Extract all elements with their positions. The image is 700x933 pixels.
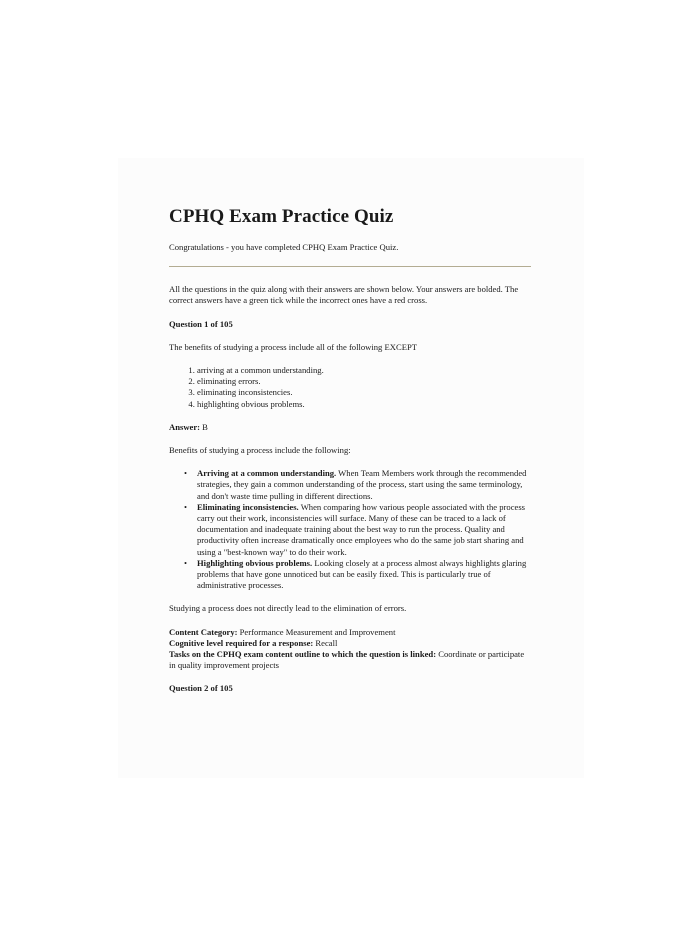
question-metadata	[169, 627, 531, 672]
answer-options-list	[169, 365, 531, 410]
benefit-text: Looking closely at a process almost always highlights glaring problems that have gone unnoticed but can be easily fixed. This is particularly true of administrative processes.	[197, 557, 527, 591]
content-category-value: Performance Measurement and Improvement	[237, 626, 396, 637]
benefit-text: When comparing how various people associated with the process carry out their work, inconsistencies will surface. Many of these can be traced to a lack of documentation and inadequate training about the best way to run the process. Quality and productivity often increase dramatically once employees who do the same job start sharing and using a "best-known way" to do their work.	[197, 501, 526, 557]
benefit-text: When Team Members work through the recommended strategies, they gain a common understanding of the process, start using the same terminology, and don't waste time pulling in different directions.	[197, 468, 527, 501]
question-1-heading: Question 1 of 105	[169, 318, 233, 329]
cognitive-level	[169, 638, 531, 649]
tasks-link	[169, 649, 531, 671]
answer-line	[169, 422, 531, 433]
answer-value: B	[200, 421, 208, 432]
answer-label: Answer:	[169, 421, 201, 432]
tasks-label: Tasks on the CPHQ exam content outline to which the question is linked:	[169, 649, 437, 660]
option-3: 3. eliminating inconsistencies.	[197, 387, 531, 398]
explanation-intro: Benefits of studying a process include the following:	[169, 445, 351, 456]
intro-text: All the questions in the quiz along with their answers are shown below. Your answers are bolded. The correct answers have a green tick while the incorrect ones have a red cross.	[169, 284, 519, 306]
content-category-label: Content Category:	[169, 626, 238, 637]
tasks-value: Coordinate or participate in quality improvement projects	[169, 649, 525, 671]
cognitive-level-label: Cognitive level required for a response:	[169, 637, 314, 648]
option-4: 4. highlighting obvious problems.	[197, 399, 531, 410]
quiz-content	[169, 205, 531, 695]
conclusion-text: Studying a process does not directly lead to the elimination of errors.	[169, 603, 407, 614]
benefit-item	[197, 502, 531, 558]
question-1-text: The benefits of studying a process include all of the following EXCEPT	[169, 341, 417, 352]
benefits-list	[169, 468, 531, 591]
option-1: 1. arriving at a common understanding.	[197, 365, 531, 376]
content-category	[169, 627, 531, 638]
option-2: 2. eliminating errors.	[197, 376, 531, 387]
page-title: CPHQ Exam Practice Quiz	[169, 206, 394, 227]
benefit-term: Eliminating inconsistencies.	[197, 501, 299, 512]
benefit-term: Arriving at a common understanding.	[197, 468, 337, 479]
cognitive-level-value: Recall	[313, 637, 338, 648]
benefit-term: Highlighting obvious problems.	[197, 557, 313, 568]
divider	[169, 266, 531, 267]
benefit-item	[197, 558, 531, 592]
congratulations-text: Congratulations - you have completed CPHQ Exam Practice Quiz.	[169, 242, 399, 252]
question-2-heading: Question 2 of 105	[169, 683, 233, 694]
benefit-item	[197, 468, 531, 502]
